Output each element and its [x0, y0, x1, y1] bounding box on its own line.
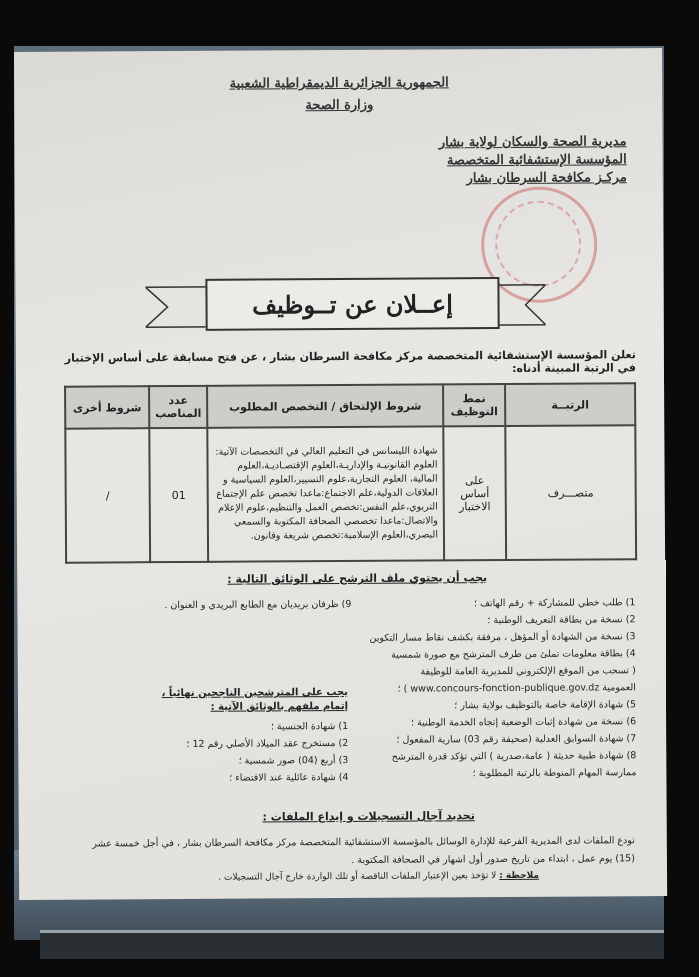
deadline-text: تودع الملفات لدى المديرية الفرعية للإدارة الوسائل بالمؤسسة الاستشفائية المتخصصة مركز مكافحة السرطان بشار ، في أجل خمسة عشر (15) يوم عمل ، ابتداء من تاريخ صدور أول اشهار في الصحافة المكتوبة . [92, 835, 635, 866]
list-item: 3) نسخة من الشهادة أو المؤهل ، مرفقة بكشف نقاط مسار التكوين [369, 631, 636, 644]
deadline-title: تحديد آجال التسجيلات و إيداع الملفات : [262, 809, 475, 824]
col-mode: نمط التوظيف [443, 384, 505, 426]
title-banner [145, 271, 545, 337]
institution-header: المؤسسة الإستشفائية المتخصصة [446, 152, 627, 169]
table-row [65, 425, 636, 562]
list-item: 9) ظرفان بريديان مع الطابع البريدي و العنوان . [164, 598, 352, 612]
cell-other: / [65, 428, 150, 563]
directorate-header: مديرية الصحة والسكان لولاية بشار [438, 134, 627, 151]
list-item: 1) شهادة الجنسية ؛ [270, 720, 349, 733]
list-item: العمومية www.concours-fonction-publique.gov.dz ) ؛ [397, 682, 636, 695]
announcement-title: إعــلان عن تــوظيف [252, 288, 453, 320]
cell-mode: على أساس الاختبار [443, 426, 506, 560]
ministry-header: وزارة الصحة [305, 97, 374, 114]
col-conditions: شروط الإلتحاق / التخصص المطلوب [207, 384, 443, 427]
announcement-paper [14, 48, 667, 900]
final-docs-title: يجب على المترشحين الناجحين نهائياً ، إتمام ملفهم بالوثائق الآتية : [161, 686, 349, 713]
note-text: لا تؤخذ بعين الإعتبار الملفات الناقصة أو تلك الواردة خارج آجال التسجيلات . [218, 871, 497, 883]
docs-section-title: يجب أن يحتوي ملف الترشح على الوثائق التالية : [227, 571, 488, 586]
list-item: 2) مستخرج عقد الميلاد الأصلي رقم 12 ؛ [186, 737, 349, 750]
cell-conditions: شهادة الليسانس في التعليم العالي في التخصصات الآتية: العلوم القانونيـة والإداريـة،العلوم الإقتصـاديـة،العلوم المالية، العلوم التجارية،علوم التسيير،العلوم السياسية و العلاقات الدولية،علم الاجتماع:ماعدا تخصص علم الإجتماع التربوي،علم النفس:تخصص العمل والتنظيم،علوم الإعلام والاتصال:ماعدا تخصصي الصحافة المكتوبة والسمعي البصري،العلوم الإسلامية:تخصص شريعة وقانون. [207, 426, 444, 561]
documents-list [343, 594, 636, 783]
list-item: 6) نسخة من شهادة إثبات الوضعية إتجاه الخدمة الوطنية ؛ [411, 716, 637, 729]
list-item: 4) بطاقة معلومات تملئ من طرف المترشح مع صورة شمسية [391, 648, 636, 661]
list-item: 8) شهادة طبية حديثة ( عامة،صدرية ) التي تؤكد قدرة المترشح [391, 750, 637, 763]
window-rail [40, 930, 664, 959]
list-item: 2) نسخة من بطاقة التعريف الوطنية ؛ [487, 614, 636, 627]
list-item: ممارسة المهام المنوطة بالرتبة المطلوبة ؛ [472, 767, 637, 780]
col-other: شروط أخرى [65, 386, 149, 429]
final-docs-list [98, 718, 348, 788]
positions-table [64, 382, 637, 563]
cell-grade: متصـــرف [505, 425, 636, 560]
documents-list-continued [95, 596, 351, 615]
republic-header: الجمهورية الجزائرية الديمقراطية الشعبية [229, 75, 449, 92]
center-header: مركـز مكافحة السرطان بشار [466, 170, 627, 187]
list-item: 5) شهادة الإقامة خاصة بالتوظيف بولاية بشار ؛ [454, 699, 637, 712]
col-positions: عدد المناصب [149, 386, 207, 428]
list-item: ( تسحب من الموقع الإلكتروني للمديرية العامة للوظيفة [420, 665, 636, 678]
list-item: 3) أربع (04) صور شمسية ؛ [238, 754, 349, 767]
list-item: 7) شهادة السوابق العدلية (صحيفة رقم 03) سارية المفعول ؛ [396, 733, 637, 746]
note-label: ملاحظة : [499, 870, 540, 882]
col-grade: الرتبــة [505, 383, 635, 426]
list-item: 1) طلب خطي للمشاركة + رقم الهاتف ؛ [474, 597, 636, 610]
note [139, 871, 539, 883]
intro-text: تعلن المؤسسة الإستشفائية المتخصصة مركز مكافحة السرطان بشار ، عن فتح مسابقة على أساس الإختبار في الرتبة المبينة أدناه: [64, 348, 636, 375]
cell-positions: 01 [149, 428, 208, 562]
list-item: 4) شهادة عائلية عند الاقتضاء ؛ [229, 771, 349, 784]
